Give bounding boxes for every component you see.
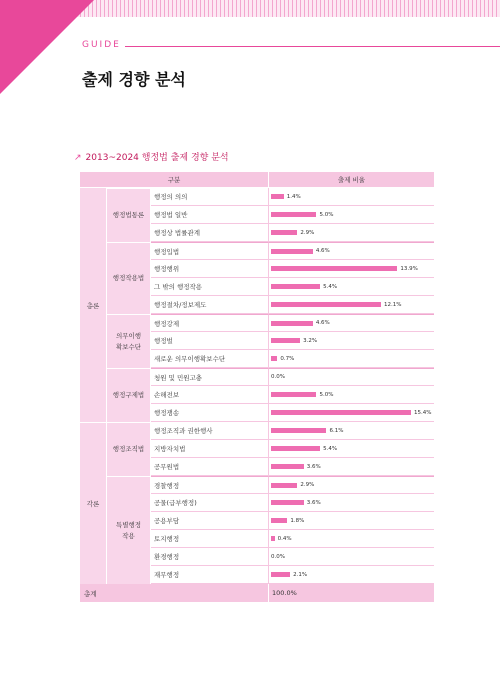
row-ratio-cell bbox=[268, 566, 434, 584]
ratio-value-label: 15.4% bbox=[414, 409, 432, 416]
ratio-bar bbox=[271, 428, 326, 433]
ratio-bar bbox=[271, 392, 316, 397]
row-item-label: 공물(급부행정) bbox=[151, 494, 268, 512]
row-ratio-cell bbox=[268, 494, 434, 512]
row-item-label: 토지행정 bbox=[151, 530, 268, 548]
row-item-label: 행정상 법률관계 bbox=[151, 224, 268, 242]
row-item-label: 행정벌 bbox=[151, 332, 268, 350]
row-item-label: 손해전보 bbox=[151, 386, 268, 404]
ratio-value-label: 5.0% bbox=[319, 211, 334, 218]
ratio-value-label: 5.0% bbox=[319, 391, 334, 398]
table-title-text: 2013~2024 행정법 출제 경향 분석 bbox=[85, 153, 229, 163]
ratio-value-label: 0.0% bbox=[271, 553, 285, 560]
row-item-label: 새로운 의무이행확보수단 bbox=[151, 350, 268, 368]
ratio-bar bbox=[271, 464, 304, 469]
row-ratio-cell bbox=[268, 260, 434, 278]
row-item-label: 행정의 의의 bbox=[151, 188, 268, 206]
page-title: 출제 경향 분석 bbox=[82, 70, 186, 89]
ratio-bar bbox=[271, 536, 275, 541]
ratio-bar bbox=[271, 212, 316, 217]
ratio-bar bbox=[271, 230, 297, 235]
row-item-label: 행정절차/정보제도 bbox=[151, 296, 268, 314]
header-ratio: 출제 비율 bbox=[268, 172, 434, 188]
ratio-bar bbox=[271, 338, 300, 343]
row-item-label: 재무행정 bbox=[151, 566, 268, 584]
total-value: 100.0% bbox=[268, 584, 434, 602]
row-ratio-cell bbox=[268, 206, 434, 224]
ratio-value-label: 13.9% bbox=[400, 265, 418, 272]
row-item-label: 행정조직과 권한행사 bbox=[151, 422, 268, 440]
ratio-value-label: 12.1% bbox=[384, 301, 402, 308]
row-ratio-cell bbox=[268, 548, 434, 566]
ratio-value-label: 2.1% bbox=[293, 571, 308, 578]
row-ratio-cell bbox=[268, 368, 434, 386]
row-ratio-cell bbox=[268, 386, 434, 404]
row-ratio-cell bbox=[268, 188, 434, 206]
ratio-bar bbox=[271, 284, 320, 289]
row-item-label: 행정입법 bbox=[151, 242, 268, 260]
row-ratio-cell bbox=[268, 458, 434, 476]
row-item-label: 행정쟁송 bbox=[151, 404, 268, 422]
corner-triangle bbox=[0, 0, 94, 94]
ratio-bar bbox=[271, 321, 313, 326]
row-ratio-cell bbox=[268, 440, 434, 458]
row-item-label: 행정강제 bbox=[151, 314, 268, 332]
row-ratio-cell bbox=[268, 278, 434, 296]
send-arrow-icon: ↗ bbox=[74, 153, 82, 163]
ratio-bar bbox=[271, 500, 304, 505]
ratio-value-label: 1.8% bbox=[290, 517, 305, 524]
ratio-value-label: 3.6% bbox=[306, 499, 321, 506]
row-ratio-cell bbox=[268, 404, 434, 422]
ratio-bar bbox=[271, 518, 287, 523]
row-item-label: 행정행위 bbox=[151, 260, 268, 278]
table-title bbox=[74, 150, 229, 163]
category-label: 총론 bbox=[80, 188, 107, 422]
subcategory-label: 행정법통론 bbox=[107, 188, 151, 242]
row-ratio-cell bbox=[268, 224, 434, 242]
row-item-label: 청원 및 민원고충 bbox=[151, 368, 268, 386]
ratio-value-label: 5.4% bbox=[323, 445, 338, 452]
row-item-label: 지방자치법 bbox=[151, 440, 268, 458]
row-item-label: 경찰행정 bbox=[151, 476, 268, 494]
ratio-bar bbox=[271, 249, 313, 254]
subcategory-label: 특별행정 작용 bbox=[107, 476, 151, 584]
ratio-value-label: 5.4% bbox=[323, 283, 338, 290]
ratio-value-label: 0.7% bbox=[280, 355, 295, 362]
subcategory-label: 행정조직법 bbox=[107, 422, 151, 476]
row-ratio-cell bbox=[268, 512, 434, 530]
ratio-bar bbox=[271, 266, 397, 271]
row-ratio-cell bbox=[268, 422, 434, 440]
row-ratio-cell bbox=[268, 314, 434, 332]
ratio-bar bbox=[271, 356, 277, 361]
ratio-bar bbox=[271, 302, 381, 307]
ratio-bar bbox=[271, 446, 320, 451]
subcategory-label: 행정작용법 bbox=[107, 242, 151, 314]
subcategory-label: 의무이행 확보수단 bbox=[107, 314, 151, 368]
row-item-label: 그 밖의 행정작용 bbox=[151, 278, 268, 296]
row-ratio-cell bbox=[268, 350, 434, 368]
subcategory-label: 행정구제법 bbox=[107, 368, 151, 422]
row-item-label: 행정법 일반 bbox=[151, 206, 268, 224]
header-category: 구분 bbox=[80, 172, 268, 188]
ratio-bar bbox=[271, 194, 284, 199]
ratio-value-label: 6.1% bbox=[329, 427, 344, 434]
ratio-bar bbox=[271, 572, 290, 577]
ratio-value-label: 3.6% bbox=[306, 463, 321, 470]
row-item-label: 공용부담 bbox=[151, 512, 268, 530]
total-label: 총계 bbox=[80, 584, 268, 602]
guide-divider bbox=[125, 46, 500, 47]
ratio-value-label: 2.9% bbox=[300, 229, 315, 236]
ratio-value-label: 3.2% bbox=[303, 337, 318, 344]
ratio-value-label: 0.4% bbox=[277, 535, 292, 542]
row-item-label: 환경행정 bbox=[151, 548, 268, 566]
ratio-value-label: 4.6% bbox=[315, 248, 330, 254]
ratio-bar bbox=[271, 483, 297, 488]
row-ratio-cell bbox=[268, 332, 434, 350]
ratio-bar bbox=[271, 410, 411, 415]
ratio-value-label: 1.4% bbox=[286, 193, 301, 200]
row-item-label: 공무원법 bbox=[151, 458, 268, 476]
row-ratio-cell bbox=[268, 296, 434, 314]
ratio-value-label: 2.9% bbox=[300, 482, 315, 488]
ratio-value-label: 4.6% bbox=[315, 320, 330, 326]
row-ratio-cell bbox=[268, 530, 434, 548]
guide-label: GUIDE bbox=[82, 40, 121, 50]
row-ratio-cell bbox=[268, 476, 434, 494]
exam-trend-table bbox=[80, 172, 434, 598]
ratio-value-label: 0.0% bbox=[271, 374, 285, 380]
row-ratio-cell bbox=[268, 242, 434, 260]
category-label: 각론 bbox=[80, 422, 107, 584]
